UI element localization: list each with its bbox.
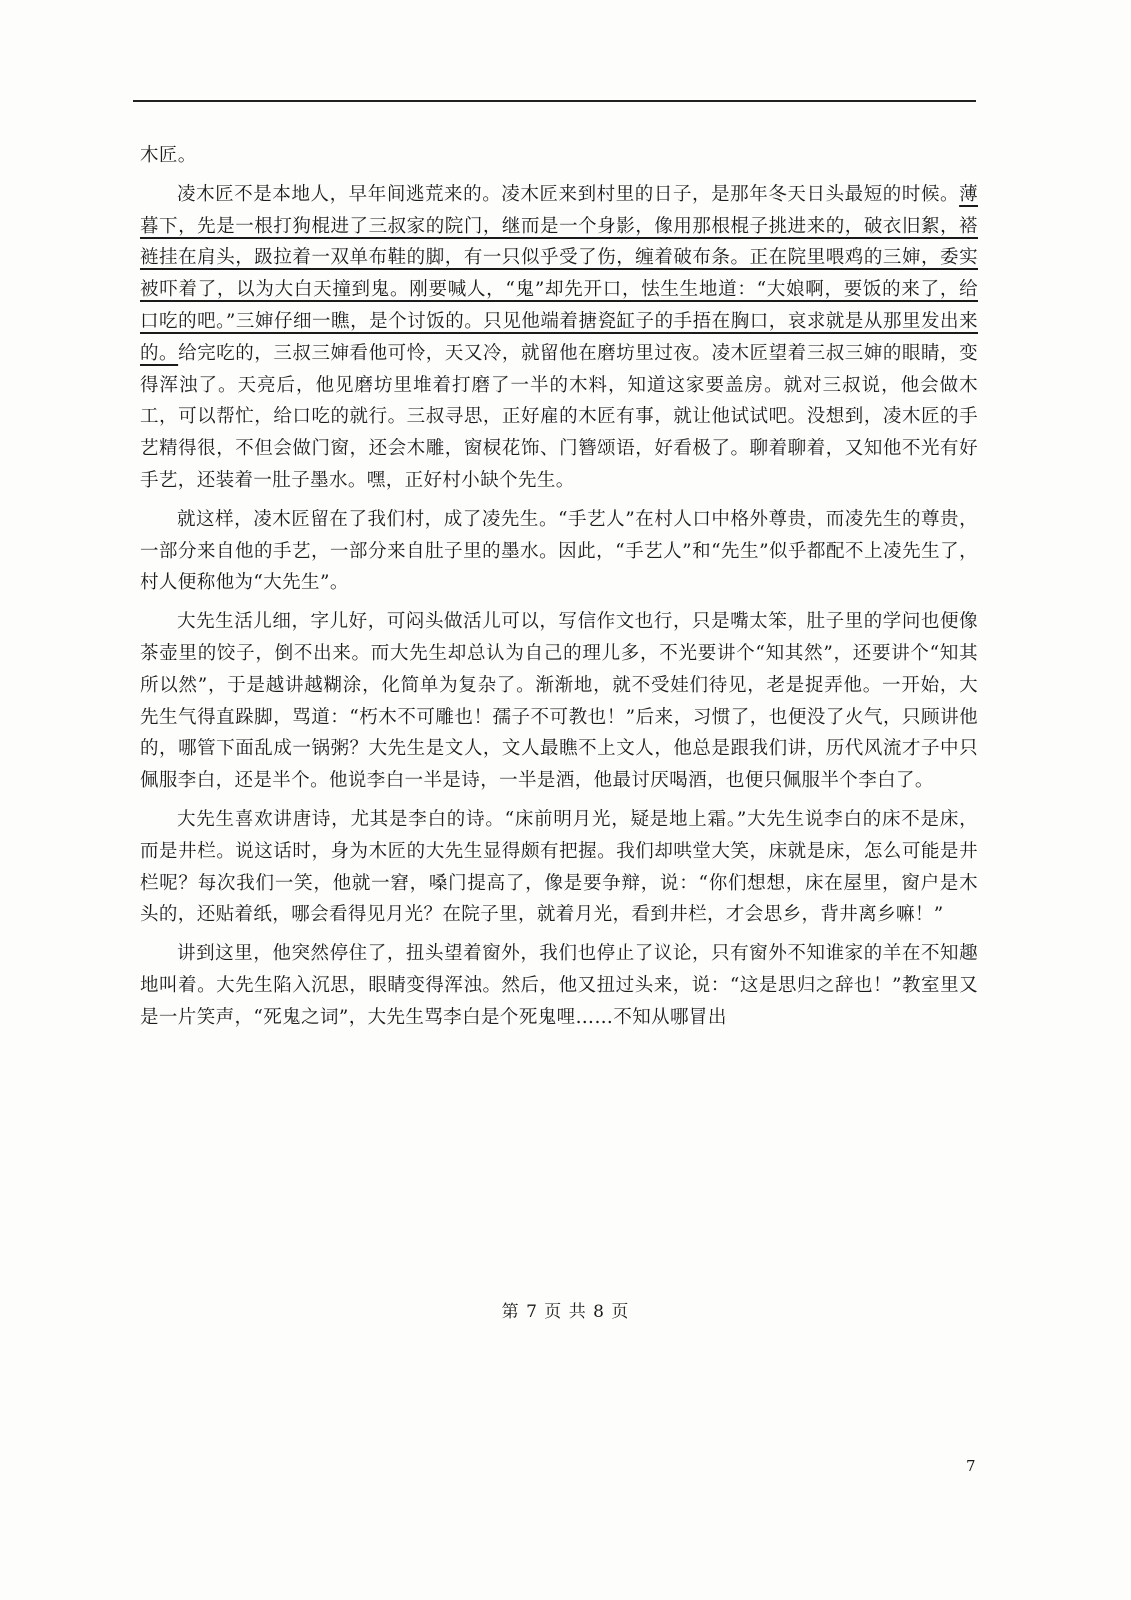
underlined-text-segment: 薄暮下，先是一根打狗棍进了三叔家的院门，继而是一个身影，像用那根棍子挑进来的，破衣旧絮，褡裢挂在肩头，趿拉着一双单布鞋的脚，有一只似乎受了伤，缠着破布条。正在院里喂鸡的三婶，委实被吓着了，以为大白天撞到鬼。刚要喊人，“鬼”却先开口，怯生生地道：“大娘啊，要饭的来了，给口吃的吧。”三婶仔细一瞧，是个讨饭的。只见他端着搪瓷缸子的手捂在胸口，哀求就是从那里发出来的。 [140, 183, 978, 364]
page-footer-label: 第 7 页 共 8 页 [501, 1302, 630, 1322]
reading-passage [140, 140, 978, 1041]
text-segment: 就这样，凌木匠留在了我们村，成了凌先生。“手艺人”在村人口中格外尊贵，而凌先生的尊贵，一部分来自他的手艺，一部分来自肚子里的墨水。因此，“手艺人”和“先生”似乎都配不上凌先生了，村人便称他为“大先生”。 [140, 508, 978, 594]
text-segment: 给完吃的，三叔三婶看他可怜，天又冷，就留他在磨坊里过夜。凌木匠望着三叔三婶的眼睛，变得浑浊了。天亮后，他见磨坊里堆着打磨了一半的木料，知道这家要盖房。就对三叔说，他会做木工，可以帮忙，给口吃的就行。三叔寻思，正好雇的木匠有事，就让他试试吧。没想到，凌木匠的手艺精得很，不但会做门窗，还会木雕，窗棂花饰、门簪颂语，好看极了。聊着聊着，又知他不光有好手艺，还装着一肚子墨水。嘿，正好村小缺个先生。 [140, 342, 978, 491]
text-segment: 木匠。 [140, 145, 197, 166]
corner-page-number: 7 [966, 1457, 976, 1475]
text-segment: 讲到这里，他突然停住了，扭头望着窗外，我们也停止了议论，只有窗外不知谁家的羊在不知趣地叫着。大先生陷入沉思，眼睛变得浑浊。然后，他又扭过头来，说：“这是思归之辞也！”教室里又是一片笑声，“死鬼之词”，大先生骂李白是个死鬼哩……不知从哪冒出 [140, 943, 978, 1028]
passage-paragraph [140, 606, 978, 797]
passage-paragraph [140, 179, 978, 497]
passage-paragraph [140, 938, 978, 1033]
header-rule [133, 100, 976, 102]
text-segment: 大先生喜欢讲唐诗，尤其是李白的诗。“床前明月光，疑是地上霜。”大先生说李白的床不是床，而是井栏。说这话时，身为木匠的大先生显得颇有把握。我们却哄堂大笑，床就是床，怎么可能是井栏呢？每次我们一笑，他就一窘，嗓门提高了，像是要争辩，说：“你们想想，床在屋里，窗户是木头的，还贴着纸，哪会看得见月光？在院子里，就着月光，看到井栏，才会思乡，背井离乡嘛！” [140, 808, 978, 926]
passage-paragraph [140, 140, 978, 172]
passage-paragraph [140, 504, 978, 599]
passage-paragraph [140, 804, 978, 931]
text-segment: 大先生活儿细，字儿好，可闷头做活儿可以，写信作文也行，只是嘴太笨，肚子里的学问也便像茶壶里的饺子，倒不出来。而大先生却总认为自己的理儿多，不光要讲个“知其然”，还要讲个“知其所以然”，于是越讲越糊涂，化简单为复杂了。渐渐地，就不受娃们待见，老是捉弄他。一开始，大先生气得直跺脚，骂道：“朽木不可雕也！孺子不可教也！”后来，习惯了，也便没了火气，只顾讲他的，哪管下面乱成一锅粥？大先生是文人，文人最瞧不上文人，他总是跟我们讲，历代风流才子中只佩服李白，还是半个。他说李白一半是诗，一半是酒，他最讨厌喝酒，也便只佩服半个李白了。 [140, 611, 978, 792]
text-segment: 凌木匠不是本地人，早年间逃荒来的。凌木匠来到村里的日子，是那年冬天日头最短的时候。 [177, 183, 960, 205]
